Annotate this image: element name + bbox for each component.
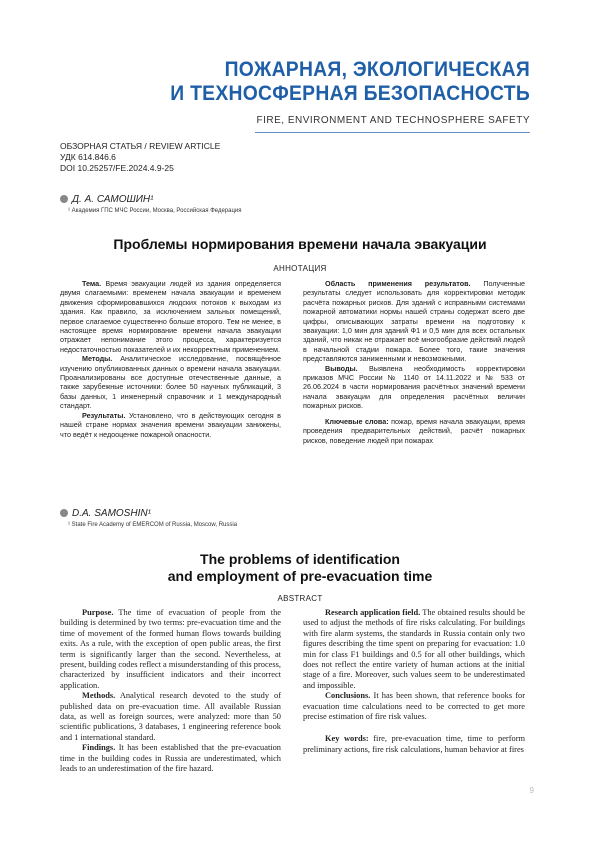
keywords-ru: Ключевые слова: пожар, время начала эвакуации, время проведения предварительных действий, расчёт пожарных рисков, поведение людей при пожарах	[303, 416, 525, 445]
journal-subtitle-row	[255, 110, 530, 133]
abstract-en-left	[60, 608, 281, 775]
journal-title-block	[139, 58, 530, 106]
abstract-heading-ru: АННОТАЦИЯ	[273, 264, 327, 273]
abstract-en-right	[303, 608, 525, 755]
paper-title-en-line2: and employment of pre-evacuation time	[167, 568, 433, 584]
abstract-ru-results: Результаты. Установлено, что в действующих сегодня в нашей стране нормах значения времени эвакуации занижены, что ведёт к недооценке пожарной опасности.	[60, 410, 281, 439]
abstract-en-application: Research application field. The obtained results should be used to adjust the methods of fire risks calculating. For buildings with fire alarm systems, the standards in Russia contain only two figures describing the time spent on preparing for evacuation: 1.0 min for class F1 buildings and 0.5 for all other buildings, which does not reflect the entire variety of human actions at the initial stage of a fire. Moreover, such values seem to be underestimated and impossible.	[303, 608, 525, 690]
doi: DOI 10.25257/FE.2024.4.9-25	[60, 163, 174, 173]
page-number: 9	[529, 786, 534, 795]
udk: УДК 614.846.6	[60, 152, 116, 162]
author-ru	[60, 194, 153, 205]
keywords-en: Key words: fire, pre-evacuation time, time to perform preliminary actions, fire risk calculations, human behavior at fires	[303, 734, 526, 754]
author-ru-name: Д. А. САМОШИН¹	[72, 194, 154, 205]
orcid-icon[interactable]	[60, 195, 68, 203]
article-meta	[60, 141, 220, 174]
paper-title-en	[0, 551, 600, 585]
abstract-ru-topic: Тема. Время эвакуации людей из здания определяется двумя слагаемыми: временем начала эвакуации и временем движения сформировавшихся людских потоков к выходам из здания. Как правило, за исключением зальных помещений, первое слагаемое существенно больше второго. Тем не менее, в настоящее время нормирование времени начала эвакуации отражает непонимание этого процесса, характеризуется недостаточностью показателей и их некорректным применением.	[60, 279, 281, 354]
author-en-name: D.A. SAMOSHIN¹	[72, 508, 151, 519]
abstract-ru-left	[60, 279, 281, 439]
article-type: ОБЗОРНАЯ СТАТЬЯ / REVIEW ARTICLE	[60, 141, 221, 151]
journal-subtitle: FIRE, ENVIRONMENT AND TECHNOSPHERE SAFETY	[256, 115, 530, 126]
affiliation-en: ¹ State Fire Academy of EMERCOM of Russia, Moscow, Russia	[68, 522, 238, 528]
journal-title-line1: ПОЖАРНАЯ, ЭКОЛОГИЧЕСКАЯ	[224, 58, 530, 81]
abstract-heading-en: ABSTRACT	[277, 594, 323, 603]
paper-title-en-line1: The problems of identification	[200, 551, 400, 567]
journal-title-line2: И ТЕХНОСФЕРНАЯ БЕЗОПАСНОСТЬ	[170, 82, 530, 105]
orcid-icon[interactable]	[60, 509, 68, 517]
abstract-ru-application: Область применения результатов. Полученные результаты следует использовать для корректировки методик расчёта пожарных рисков. Для зданий с исправными системами пожарной автоматики нормы нашей страны содержат всего две цифры, описывающих затраты времени на подготовку к эвакуации: 1,0 мин для зданий Ф1 и 0,5 мин для всех остальных зданий, что никак не отражает всё многообразие действий людей в начальной стадии пожара. Более того, такие значения представляются заниженными и невозможными.	[303, 279, 525, 364]
abstract-ru-conclusions: Выводы. Выявлена необходимость корректировки приказов МЧС России № 1140 от 14.11.2022 и № 533 от 26.06.2024 в части нормирования расчётных значений времени начала эвакуации для определения расчётных величин пожарных рисков.	[303, 363, 525, 411]
abstract-en-methods: Methods. Analytical research devoted to the study of published data on pre-evacuation time. All available Russian data, as well as foreign sources, were analyzed: more than 50 scientific publications, 3 databases, 1 engineering reference book and 1 international standard.	[60, 691, 281, 742]
abstract-en-conclusions: Conclusions. It has been shown, that reference books for evacuation time calculations need to be corrected to get more precise estimation of fire risk values.	[303, 691, 525, 722]
abstract-en-purpose: Purpose. The time of evacuation of people from the building is determined by two terms: pre-evacuation time and the time of movement of the formed human flows towards building exits. As a rule, with the exception of open public areas, the first term is significantly larger than the second. Nevertheless, at present, building codes reflect a misunderstanding of this process, characterized by insufficient indicators and their incorrect application.	[60, 608, 281, 690]
abstract-ru-methods: Методы. Аналитическое исследование, посвящённое изучению опубликованных данных о времени начала эвакуации. Проанализированы все доступные отечественные данные, а также зарубежные источники: более 50 научных публикаций, 3 базы данных, 1 инженерный справочник и 1 международный стандарт.	[60, 354, 281, 411]
abstract-ru-right	[303, 279, 525, 445]
paper-title-ru: Проблемы нормирования времени начала эвакуации	[113, 236, 487, 252]
affiliation-ru: ¹ Академия ГПС МЧС России, Москва, Российская Федерация	[68, 208, 242, 214]
author-en	[60, 508, 151, 519]
abstract-en-findings: Findings. It has been established that the pre-evacuation time in the building codes in Russia are underestimated, which leads to an underestimation of the fire hazard.	[60, 743, 281, 774]
